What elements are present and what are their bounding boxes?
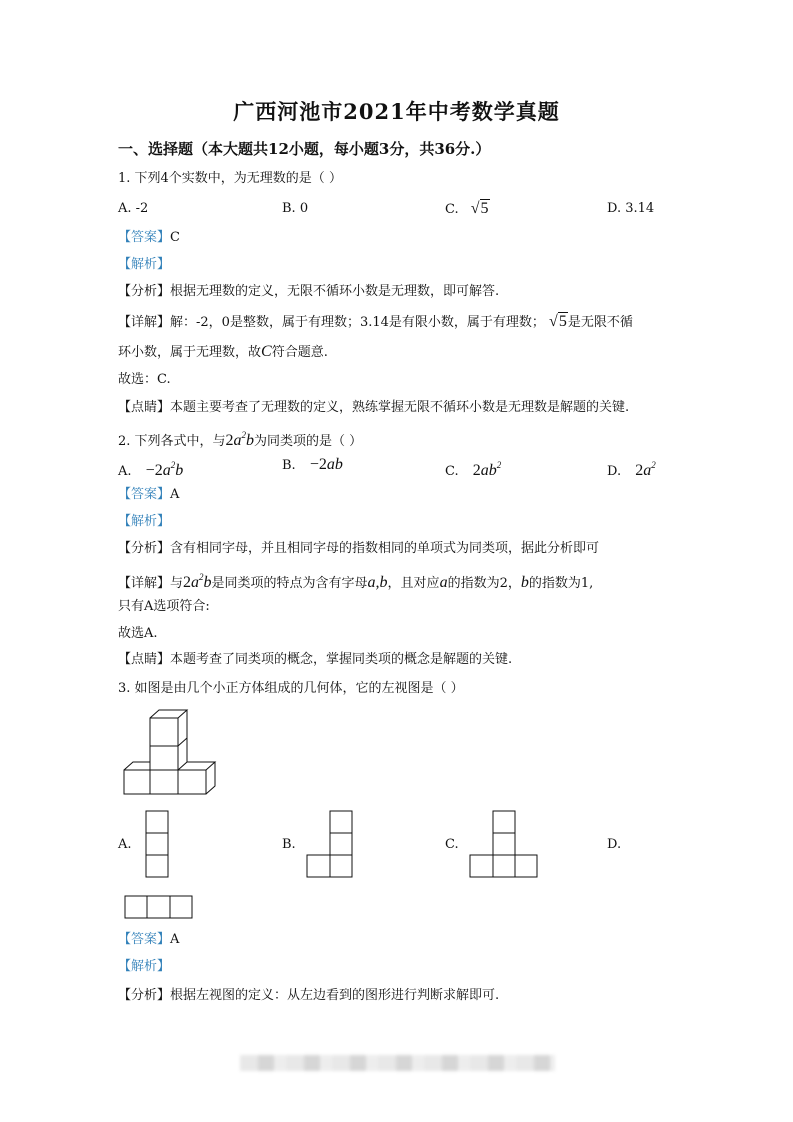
q2-xj-b: 是同类项的特点为含有字母 — [211, 576, 368, 591]
cube-side-edge — [178, 738, 187, 746]
q1-choose: 故选：C. — [118, 372, 171, 387]
q3-stem: 3. 如图是由几个小正方体组成的几何体，它的左视图是（ ） — [118, 681, 464, 696]
q2-xj-vars: a,b — [367, 574, 388, 591]
blurred-footer-watermark — [240, 1055, 555, 1071]
sqrt-arg: 5 — [480, 200, 489, 217]
view-square — [146, 855, 168, 877]
q3-opt-d-figure — [124, 895, 194, 919]
fenxi-tag: 【分析】 — [118, 988, 171, 1003]
view-square — [470, 855, 493, 877]
fenxi-tag: 【分析】 — [118, 284, 171, 299]
view-square — [493, 833, 515, 855]
cube-top-edge — [150, 710, 187, 718]
cube-face — [150, 746, 178, 770]
view-square — [170, 896, 192, 918]
q3-opt-c-label: C. — [445, 837, 459, 852]
q2-opt-c-expr: $2ab^2$ — [472, 460, 502, 479]
q2-xj-var-b: b — [520, 574, 529, 591]
q2-stem-expr: $2a^2b$ — [225, 430, 255, 449]
q1-sqrt5: √5 — [549, 313, 567, 330]
q1-dianjing-line — [118, 399, 629, 417]
q2-xiangjie-line2: 只有A选项符合: — [118, 599, 210, 614]
q3-analysis-tag: 【解析】 — [118, 959, 171, 974]
sqrt-arg: 5 — [558, 313, 567, 330]
cube-face — [150, 718, 178, 746]
q1-fenxi-line — [118, 283, 499, 301]
view-square — [493, 855, 515, 877]
q3-fenxi: 根据左视图的定义：从左边看到的图形进行判断求解即可. — [170, 988, 500, 1003]
q1-option-a: A. -2 — [118, 201, 149, 216]
q2-opt-b-expr: −2ab — [309, 456, 343, 473]
dianjing-tag: 【点睛】 — [118, 652, 171, 667]
q2-option-a — [118, 456, 183, 481]
q1-xiangjie-text-b: 是无限不循 — [567, 315, 633, 330]
q2-answer: A — [170, 487, 180, 502]
cube-face — [150, 770, 178, 794]
q2-choose: 故选A. — [118, 626, 158, 641]
q2-option-c — [445, 456, 501, 481]
q3-opt-c-figure — [469, 810, 539, 878]
fenxi-tag: 【分析】 — [118, 541, 171, 556]
view-square — [125, 896, 147, 918]
q1-answer-line — [118, 229, 180, 247]
q2-opt-c-label: C. — [445, 464, 459, 479]
q3-opt-d-label: D. — [607, 837, 622, 852]
q2-fenxi-line — [118, 540, 599, 558]
q1-xiangjie-line2 — [118, 343, 328, 362]
q1-option-c-formula: √5 — [470, 200, 489, 217]
q3-answer: A — [170, 932, 180, 947]
q2-xj-a: 与 — [170, 576, 184, 591]
q1-option-b: B. 0 — [282, 201, 309, 216]
q2-xj-c: ，且对应 — [387, 576, 440, 591]
q2-analysis-tag: 【解析】 — [118, 514, 171, 529]
q1-xiangjie-text-a: 解：-2，0是整数，属于有理数；3.14是有限小数，属于有理数； — [170, 315, 545, 330]
q2-option-d — [607, 456, 656, 481]
q2-opt-b-label: B. — [282, 458, 296, 473]
q2-xj-var-a: a — [439, 574, 448, 591]
page-title: 广西河池市2021年中考数学真题 — [233, 99, 560, 124]
q2-dianjing-line — [118, 651, 512, 669]
q3-fenxi-line — [118, 987, 499, 1005]
q2-xj-d: 的指数为2， — [447, 576, 521, 591]
q3-opt-a-figure — [145, 810, 169, 878]
view-square — [330, 855, 352, 877]
q1-var-c: C — [261, 343, 272, 360]
q1-dianjing: 本题主要考查了无理数的定义，熟练掌握无限不循环小数是无理数是解题的关键. — [170, 400, 630, 415]
dianjing-tag: 【点睛】 — [118, 400, 171, 415]
cube-face — [178, 770, 206, 794]
cube-top-edge — [124, 762, 150, 770]
q1-xiangjie-text-d: 符合题意. — [271, 345, 328, 360]
q1-answer: C — [170, 230, 180, 245]
q3-opt-a-label: A. — [118, 837, 132, 852]
view-square — [307, 855, 330, 877]
section-heading: 一、选择题（本大题共12小题，每小题3分，共36分.） — [118, 140, 491, 158]
q1-stem: 1. 下列4个实数中，为无理数的是（ ） — [118, 171, 342, 186]
view-square — [330, 811, 352, 833]
q2-xj-expr: $2a^2b$ — [183, 572, 212, 591]
view-square — [147, 896, 170, 918]
q2-opt-a-expr: $-2a^2b$ — [145, 460, 184, 479]
q2-xj-e: 的指数为1, — [528, 576, 594, 591]
q1-analysis-tag: 【解析】 — [118, 257, 171, 272]
q3-opt-b-label: B. — [282, 837, 296, 852]
q2-opt-d-expr: $2a^2$ — [635, 460, 656, 479]
view-square — [515, 855, 537, 877]
cube-top-edge — [187, 762, 215, 770]
view-square — [330, 833, 352, 855]
q2-answer-line — [118, 486, 179, 504]
q2-dianjing: 本题考查了同类项的概念，掌握同类项的概念是解题的关键. — [170, 652, 513, 667]
q2-stem — [118, 426, 362, 451]
q2-opt-a-label: A. — [118, 464, 132, 479]
q2-stem-b: 为同类项的是（ ） — [254, 434, 363, 449]
q3-answer-line — [118, 931, 179, 949]
view-square — [493, 811, 515, 833]
q2-option-b — [282, 456, 343, 475]
view-square — [146, 833, 168, 855]
answer-tag: 【答案】 — [118, 230, 171, 245]
q1-fenxi: 根据无理数的定义，无限不循环小数是无理数，即可解答. — [170, 284, 500, 299]
q2-xiangjie-line1 — [118, 568, 593, 593]
q1-xiangjie-line1 — [118, 313, 633, 332]
q1-option-d: D. 3.14 — [607, 201, 655, 216]
q1-option-c-label: C. — [445, 202, 459, 217]
q3-opt-b-figure — [306, 810, 354, 878]
q2-fenxi: 含有相同字母，并且相同字母的指数相同的单项式为同类项，据此分析即可 — [170, 541, 600, 556]
xiangjie-tag: 【详解】 — [118, 576, 171, 591]
q3-cube-figure — [122, 708, 217, 796]
q1-xiangjie-text-c: 环小数，属于无理数，故 — [118, 345, 262, 360]
q1-option-c — [445, 200, 490, 219]
answer-tag: 【答案】 — [118, 932, 171, 947]
cube-side-edge — [178, 710, 187, 770]
q2-opt-d-label: D. — [607, 464, 622, 479]
view-square — [146, 811, 168, 833]
cube-face — [124, 770, 150, 794]
answer-tag: 【答案】 — [118, 487, 171, 502]
cube-side-edge — [206, 762, 215, 794]
q2-stem-a: 2. 下列各式中，与 — [118, 434, 226, 449]
xiangjie-tag: 【详解】 — [118, 315, 171, 330]
